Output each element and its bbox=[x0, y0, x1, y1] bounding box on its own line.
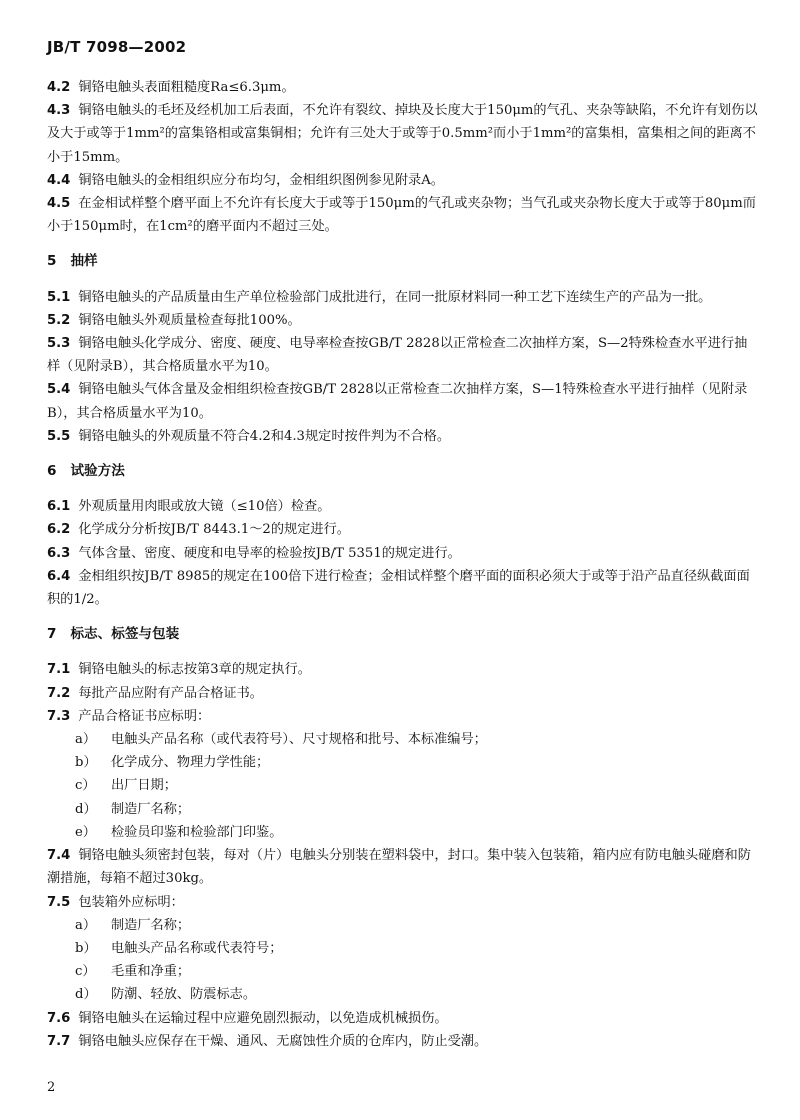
list-item: b） 化学成分、物理力学性能； bbox=[75, 755, 270, 771]
section-heading-6: 6 试验方法 bbox=[47, 463, 125, 480]
page-number: 2 bbox=[47, 1080, 56, 1095]
list-item: c） 毛重和净重； bbox=[75, 964, 191, 980]
clause-7-1: 7.1 铜铬电触头的标志按第3章的规定执行。 bbox=[47, 662, 311, 678]
list-item: e） 检验员印鉴和检验部门印鉴。 bbox=[75, 824, 283, 840]
clause-5-5: 5.5 铜铬电触头的外观质量不符合4.2和4.3规定时按件判为不合格。 bbox=[47, 428, 451, 444]
clause-7-5: 7.5 包装箱外应标明： bbox=[47, 894, 184, 910]
clause-5-4: 5.4 铜铬电触头气体含量及金相组织检查按GB/T 2828以正常检查二次抽样方案，S—1特殊检查水平进行抽样（见附录B），其合格质量水平为10。 bbox=[47, 382, 748, 421]
clause-4-4: 4.4 铜铬电触头的金相组织应分布均匀，金相组织图例参见附录A。 bbox=[47, 172, 444, 188]
clause-7-7: 7.7 铜铬电触头应保存在干燥、通风、无腐蚀性介质的仓库内，防止受潮。 bbox=[47, 1033, 488, 1049]
clause-7-6: 7.6 铜铬电触头在运输过程中应避免剧烈振动，以免造成机械损伤。 bbox=[47, 1010, 448, 1026]
document-body bbox=[47, 76, 759, 1053]
clause-5-2: 5.2 铜铬电触头外观质量检查每批100%。 bbox=[47, 312, 301, 328]
document-id-header: JB/T 7098—2002 bbox=[47, 38, 187, 56]
clause-6-1: 6.1 外观质量用肉眼或放大镜（≤10倍）检查。 bbox=[47, 499, 331, 515]
list-item: b） 电触头产品名称或代表符号； bbox=[75, 940, 283, 956]
clause-6-4: 6.4 金相组织按JB/T 8985的规定在100倍下进行检查；金相试样整个磨平面的面积必须大于或等于沿产品直径纵截面面积的1/2。 bbox=[47, 568, 750, 608]
list-item: c） 出厂日期； bbox=[75, 778, 177, 794]
clause-4-3: 4.3 铜铬电触头的毛坯及经机加工后表面，不允许有裂纹、掉块及长度大于150μm的气孔、夹杂等缺陷，不允许有划伤以及大于或等于1mm²的富集铬相或富集铜相；允许有三处大于或等于0.5mm²而小于1mm²的富集相，富集相之间的距离不小于15mm。 bbox=[47, 103, 758, 165]
section-heading-5: 5 抽样 bbox=[47, 253, 98, 270]
list-item: a） 电触头产品名称（或代表符号）、尺寸规格和批号、本标准编号； bbox=[75, 732, 487, 748]
clause-7-3: 7.3 产品合格证书应标明： bbox=[47, 708, 211, 724]
list-item: d） 防潮、轻放、防震标志。 bbox=[75, 987, 257, 1003]
list-item: d） 制造厂名称； bbox=[75, 801, 191, 817]
clause-7-4: 7.4 铜铬电触头须密封包装，每对（片）电触头分别装在塑料袋中，封口。集中装入包装箱，箱内应有防电触头碰磨和防潮措施，每箱不超过30kg。 bbox=[47, 848, 751, 887]
clause-7-2: 7.2 每批产品应附有产品合格证书。 bbox=[47, 685, 263, 701]
clause-4-2: 4.2 铜铬电触头表面粗糙度Ra≤6.3μm。 bbox=[47, 80, 295, 95]
clause-6-2: 6.2 化学成分分析按JB/T 8443.1～2的规定进行。 bbox=[47, 522, 350, 538]
clause-5-1: 5.1 铜铬电触头的产品质量由生产单位检验部门成批进行，在同一批原材料同一种工艺下连续生产的产品为一批。 bbox=[47, 289, 712, 305]
list-item: a） 制造厂名称； bbox=[75, 917, 191, 933]
section-heading-7: 7 标志、标签与包装 bbox=[47, 626, 180, 643]
clause-5-3: 5.3 铜铬电触头化学成分、密度、硬度、电导率检查按GB/T 2828以正常检查二次抽样方案，S—2特殊检查水平进行抽样（见附录B），其合格质量水平为10。 bbox=[47, 336, 748, 375]
clause-4-5: 4.5 在金相试样整个磨平面上不允许有长度大于或等于150μm的气孔或夹杂物；当气孔或夹杂物长度大于或等于80μm而小于150μm时，在1cm²的磨平面内不超过三处。 bbox=[47, 196, 756, 235]
clause-6-3: 6.3 气体含量、密度、硬度和电导率的检验按JB/T 5351的规定进行。 bbox=[47, 545, 461, 561]
